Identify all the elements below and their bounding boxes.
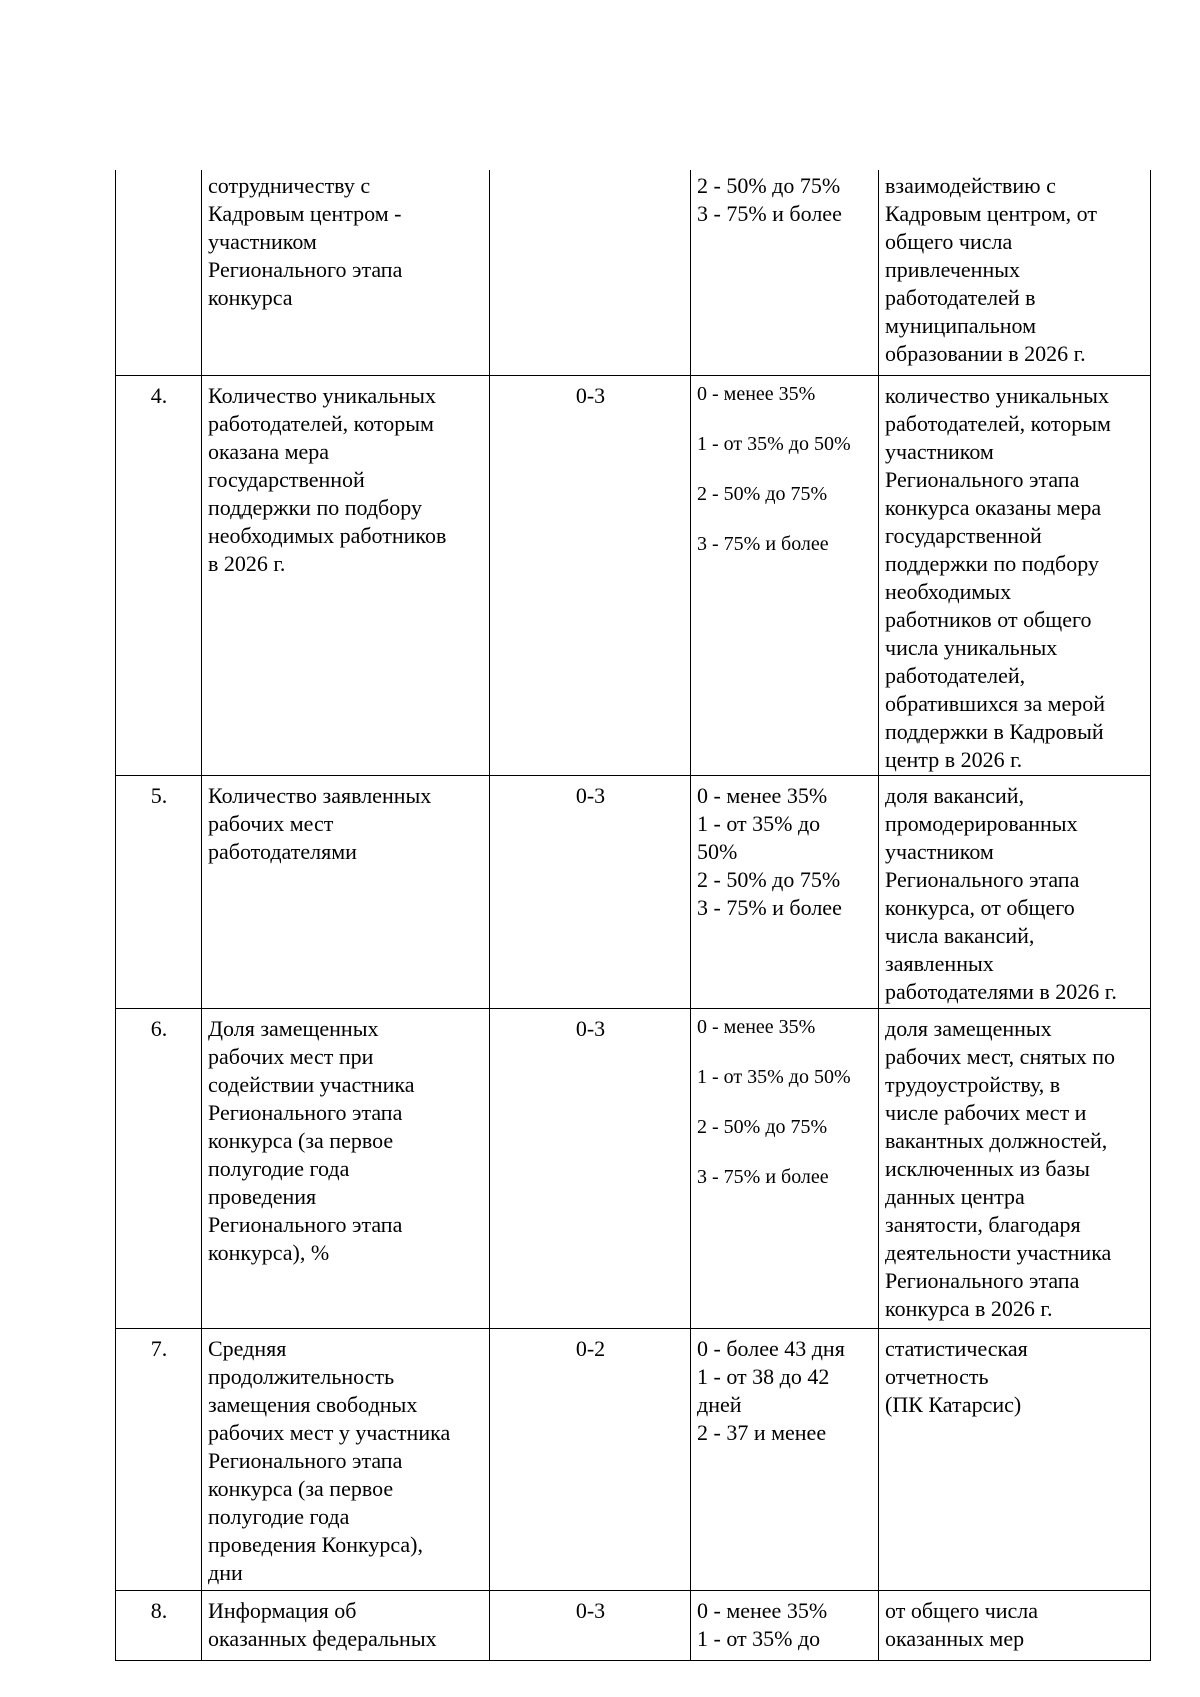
row-number-cell [116,375,202,775]
scale-line: 1 - от 35% до [697,810,821,836]
method-text-line: (ПК Катарсис) [885,1391,1022,1417]
method-text-line: трудоустройству, в [885,1071,1061,1097]
method-text-line: Регионального этапа [885,866,1080,892]
scale-line: 1 - от 35% до 50% [697,1065,851,1088]
scale-line: 1 - от 35% до 50% [697,432,851,455]
indicator-text-line: проведения [208,1183,317,1209]
indicator-text-line: Количество уникальных [208,382,436,408]
indicator-text-line: продолжительность [208,1363,395,1389]
method-text-line: работодателей, которым [885,410,1111,436]
points-cell [490,170,691,375]
points-range: 0-3 [575,1597,606,1623]
table-row [116,1008,1151,1328]
method-cell [879,1590,1151,1660]
method-text-line: поддержки в Кадровый [885,718,1104,744]
row-number: 4. [150,382,168,408]
method-text-line: заявленных [885,950,994,976]
row-number: 7. [150,1335,168,1361]
row-number: 8. [150,1597,168,1623]
indicator-text-line: Регионального этапа [208,257,403,282]
scale-line: 0 - менее 35% [697,382,816,405]
scale-line: дней [697,1391,742,1417]
indicator-text-line: Информация об [208,1597,357,1623]
points-range: 0-3 [575,382,606,408]
indicator-text-line: рабочих мест при [208,1043,374,1069]
method-text-line: обратившихся за мерой [885,690,1106,716]
criteria-table [115,170,1151,1661]
method-text-line: муниципальном [885,313,1037,338]
indicator-text-line: полугодие года [208,1503,350,1529]
scale-line: 3 - 75% и более [697,1165,829,1188]
table-row [116,775,1151,1008]
row-number-cell [116,775,202,1008]
indicator-text-line: Доля замещенных [208,1015,379,1041]
indicator-text-line: конкурса (за первое [208,1127,394,1153]
method-text-line: числа уникальных [885,634,1058,660]
scale-line: 2 - 50% до 75% [697,173,841,198]
method-text-line: конкурса оказаны мера [885,494,1102,520]
method-text-line: участником [885,838,994,864]
indicator-text-line: рабочих мест [208,810,334,836]
scale-line: 3 - 75% и более [697,201,842,226]
indicator-cell [202,775,490,1008]
points-cell [490,1328,691,1590]
points-cell [490,1008,691,1328]
method-cell [879,375,1151,775]
indicator-text-line: работодателей, которым [208,410,434,436]
method-text-line: Кадровым центром, от [885,201,1097,226]
method-text-line: работодателей в [885,285,1036,310]
indicator-text-line: Регионального этапа [208,1447,403,1473]
points-range: 0-2 [575,1335,606,1361]
method-text-line: промодерированных [885,810,1078,836]
indicator-text-line: рабочих мест у участника [208,1419,451,1445]
scale-line: 2 - 50% до 75% [697,1115,828,1138]
scale-cell [691,775,879,1008]
indicator-cell [202,170,490,375]
method-text-line: исключенных из базы [885,1155,1090,1181]
indicator-text-line: Регионального этапа [208,1099,403,1125]
scale-cell [691,1008,879,1328]
indicator-text-line: содействии участника [208,1071,415,1097]
method-text-line: государственной [885,522,1042,548]
method-text-line: участником [885,438,994,464]
indicator-cell [202,1590,490,1660]
indicator-text-line: конкурса [208,285,293,310]
method-text-line: деятельности участника [885,1239,1112,1265]
row-number-cell [116,1590,202,1660]
indicator-text-line: проведения Конкурса), [208,1531,423,1557]
points-range: 0-3 [575,1015,606,1041]
indicator-text-line: оказанных федеральных [208,1625,437,1651]
criteria-table-body [116,170,1151,1660]
method-text-line: Регионального этапа [885,1267,1080,1293]
method-text-line: статистическая [885,1335,1028,1361]
scale-line: 3 - 75% и более [697,532,829,555]
scale-line: 1 - от 38 до 42 [697,1363,830,1389]
method-text-line: доля замещенных [885,1015,1052,1041]
method-text-line: центр в 2026 г. [885,746,1023,772]
scale-line: 1 - от 35% до [697,1625,821,1651]
row-number-cell [116,1328,202,1590]
scale-cell [691,1328,879,1590]
indicator-text-line: сотрудничеству с [208,173,371,198]
indicator-text-line: в 2026 г. [208,550,286,576]
method-text-line: Регионального этапа [885,466,1080,492]
method-text-line: количество уникальных [885,382,1109,408]
indicator-text-line: конкурса), % [208,1239,330,1265]
scale-line: 50% [697,838,738,864]
method-text-line: конкурса, от общего [885,894,1075,920]
scale-cell [691,1590,879,1660]
row-number-cell [116,170,202,375]
method-text-line: доля вакансий, [885,782,1025,808]
method-text-line: общего числа [885,229,1013,254]
indicator-text-line: необходимых работников [208,522,447,548]
method-text-line: отчетность [885,1363,989,1389]
scale-line: 2 - 50% до 75% [697,866,841,892]
method-text-line: занятости, благодаря [885,1211,1081,1237]
indicator-text-line: участником [208,229,317,254]
indicator-text-line: Количество заявленных [208,782,432,808]
scale-cell [691,375,879,775]
indicator-text-line: работодателями [208,838,357,864]
scale-line: 0 - менее 35% [697,1015,816,1038]
method-text-line: привлеченных [885,257,1020,282]
scale-line: 0 - более 43 дня [697,1335,845,1361]
indicator-text-line: полугодие года [208,1155,350,1181]
table-row [116,1590,1151,1660]
points-cell [490,1590,691,1660]
points-range: 0-3 [575,782,606,808]
method-text-line: числе рабочих мест и [885,1099,1087,1125]
indicator-text-line: оказана мера [208,438,330,464]
indicator-text-line: государственной [208,466,365,492]
method-cell [879,1008,1151,1328]
scale-line: 2 - 37 и менее [697,1419,827,1445]
row-number-cell [116,1008,202,1328]
method-text-line: работодателями в 2026 г. [885,978,1117,1004]
indicator-text-line: Кадровым центром - [208,201,402,226]
points-cell [490,775,691,1008]
scale-line: 0 - менее 35% [697,1597,828,1623]
method-cell [879,170,1151,375]
method-cell [879,775,1151,1008]
method-text-line: вакантных должностей, [885,1127,1108,1153]
method-text-line: необходимых [885,578,1012,604]
indicator-text-line: поддержки по подбору [208,494,422,520]
method-text-line: образовании в 2026 г. [885,341,1086,366]
row-number: 5. [150,782,168,808]
table-row [116,170,1151,375]
scale-line: 2 - 50% до 75% [697,482,828,505]
method-text-line: взаимодействию с [885,173,1056,198]
method-text-line: работодателей, [885,662,1026,688]
scale-line: 0 - менее 35% [697,782,828,808]
table-row [116,375,1151,775]
indicator-text-line: дни [208,1559,243,1585]
indicator-text-line: замещения свободных [208,1391,418,1417]
method-text-line: поддержки по подбору [885,550,1099,576]
indicator-text-line: Средняя [208,1335,287,1361]
method-text-line: рабочих мест, снятых по [885,1043,1116,1069]
method-text-line: оказанных мер [885,1625,1025,1651]
method-cell [879,1328,1151,1590]
scale-line: 3 - 75% и более [697,894,842,920]
indicator-cell [202,375,490,775]
table-row [116,1328,1151,1590]
row-number: 6. [150,1015,168,1041]
indicator-cell [202,1008,490,1328]
method-text-line: работников от общего [885,606,1092,632]
method-text-line: данных центра [885,1183,1025,1209]
method-text-line: от общего числа [885,1597,1039,1623]
scale-cell [691,170,879,375]
indicator-text-line: Регионального этапа [208,1211,403,1237]
indicator-cell [202,1328,490,1590]
points-cell [490,375,691,775]
method-text-line: числа вакансий, [885,922,1035,948]
indicator-text-line: конкурса (за первое [208,1475,394,1501]
method-text-line: конкурса в 2026 г. [885,1295,1053,1321]
